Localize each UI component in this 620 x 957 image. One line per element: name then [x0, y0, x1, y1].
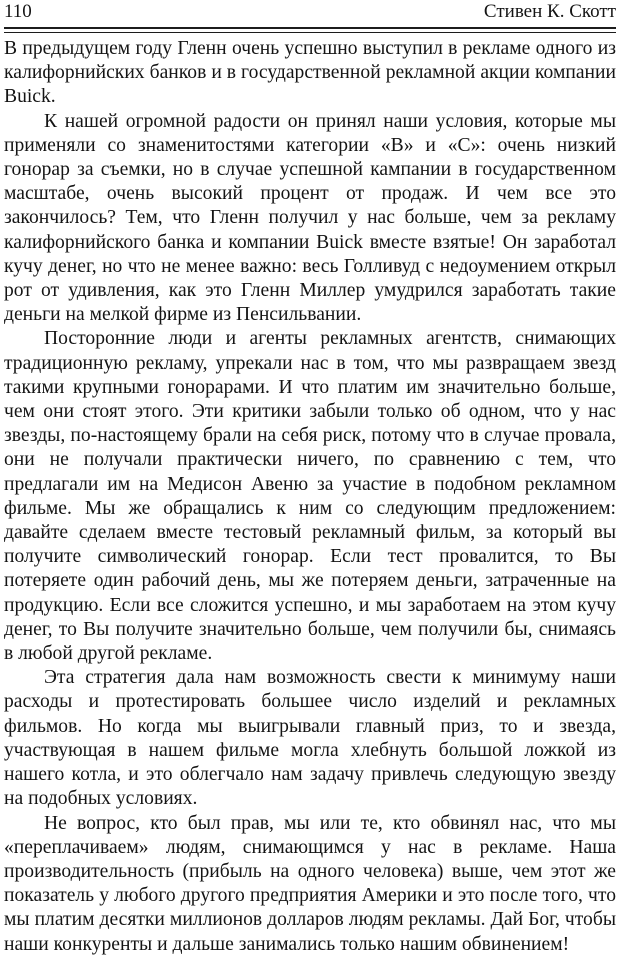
running-header-author: Стивен К. Скотт	[483, 1, 616, 22]
header-rule-thin	[4, 32, 616, 33]
paragraph-1: В предыдущем году Гленн очень успешно выступил в рекламе одного из калифорнийских банков и в государственной рекламной акции компании Buick.	[4, 38, 616, 108]
paragraph-5: Не вопрос, кто был прав, мы или те, кто обвинял нас, что мы «переплачиваем» людям, снимающимся у нас в рекламе. Наша производительность (прибыль на одного человека) выше, чем этот же показатель у любого другого предприятия Америки и это после того, что мы платим десятки миллионов долларов людям рекламы. Дай Бог, чтобы наши конкуренты и дальше занимались только нашим обвинением!	[4, 812, 616, 955]
paragraph-3: Посторонние люди и агенты рекламных агентств, снимающих традиционную рекламу, упрекали нас в том, что мы развращаем звезд такими крупными гонорарами. И что платим им значительно больше, чем они стоят этого. Эти критики забыли только об одном, что у нас звезды, по-настоящему брали на себя риск, потому что в случае провала, они не получали практически ничего, по сравнению с тем, что предлагали им на Медисон Авеню за участие в подобном рекламном фильме. Мы же обращались к ним со следующим предложением: давайте сделаем вместе тестовый рекламный фильм, за который вы получите символический гонорар. Если тест провалится, то Вы потеряете один рабочий день, мы же потеряем деньги, затраченные на продукцию. Если все сложится успешно, и мы заработаем на этом кучу денег, то Вы получите значительно больше, чем получили бы, снимаясь в любой другой рекламе.	[4, 328, 616, 665]
running-header	[4, 0, 616, 24]
header-rule	[4, 27, 616, 29]
paragraph-4: Эта стратегия дала нам возможность свести к минимуму наши расходы и протестировать большее число изделий и рекламных фильмов. Но когда мы выигрывали главный приз, то и звезда, участвующая в нашем фильме могла хлебнуть большой ложкой из нашего котла, и это облегчало нам задачу привлечь следующую звезду на подобных условиях.	[4, 667, 616, 810]
paragraph-2: К нашей огромной радости он принял наши условия, которые мы применяли со знаменитостями категории «В» и «С»: очень низкий гонорар за съемки, но в случае успешной кампании в государственном масштабе, очень высокий процент от продаж. И чем все это закончилось? Тем, что Гленн получил у нас больше, чем за рекламу калифорнийского банка и компании Buick вместе взятые! Он заработал кучу денег, но что не менее важно: весь Голливуд с недоумением открыл рот от удивления, как это Гленн Миллер умудрился заработать такие деньги на мелкой фирме из Пенсильвании.	[4, 110, 616, 326]
body-text	[4, 37, 616, 957]
page-number: 110	[4, 1, 32, 22]
